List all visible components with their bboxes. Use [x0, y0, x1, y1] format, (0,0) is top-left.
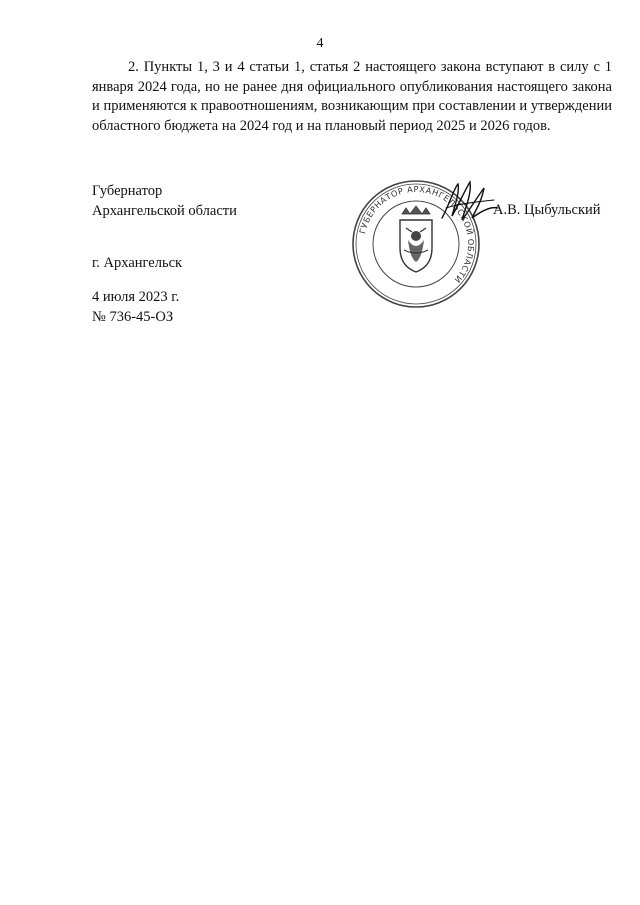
coat-of-arms-icon: [400, 206, 432, 272]
law-paragraph: 2. Пункты 1, 3 и 4 статьи 1, статья 2 настоящего закона вступают в силу с 1 января 2024 года, но не ранее дня официального опубликования настоящего закона и применяются к правоотношениям, возникающим при составлении и утверждении областного бюджета на 2024 год и на плановый период 2025 и 2026 годов.: [92, 59, 612, 134]
signatory-position: [92, 182, 237, 221]
position-line-1: Губернатор: [92, 183, 163, 199]
signer-name: А.В. Цыбульский: [493, 202, 601, 218]
city: г. Архангельск: [92, 255, 183, 271]
document-date: 4 июля 2023 г.: [92, 289, 180, 305]
seal-text: ГУБЕРНАТОР АРХАНГЕЛЬСКОЙ ОБЛАСТИ: [357, 183, 477, 286]
document-number: № 736-45-ОЗ: [92, 308, 174, 325]
document-date-number: [92, 288, 179, 327]
position-line-2: Архангельской области: [92, 202, 237, 219]
page-number: 4: [316, 36, 324, 51]
